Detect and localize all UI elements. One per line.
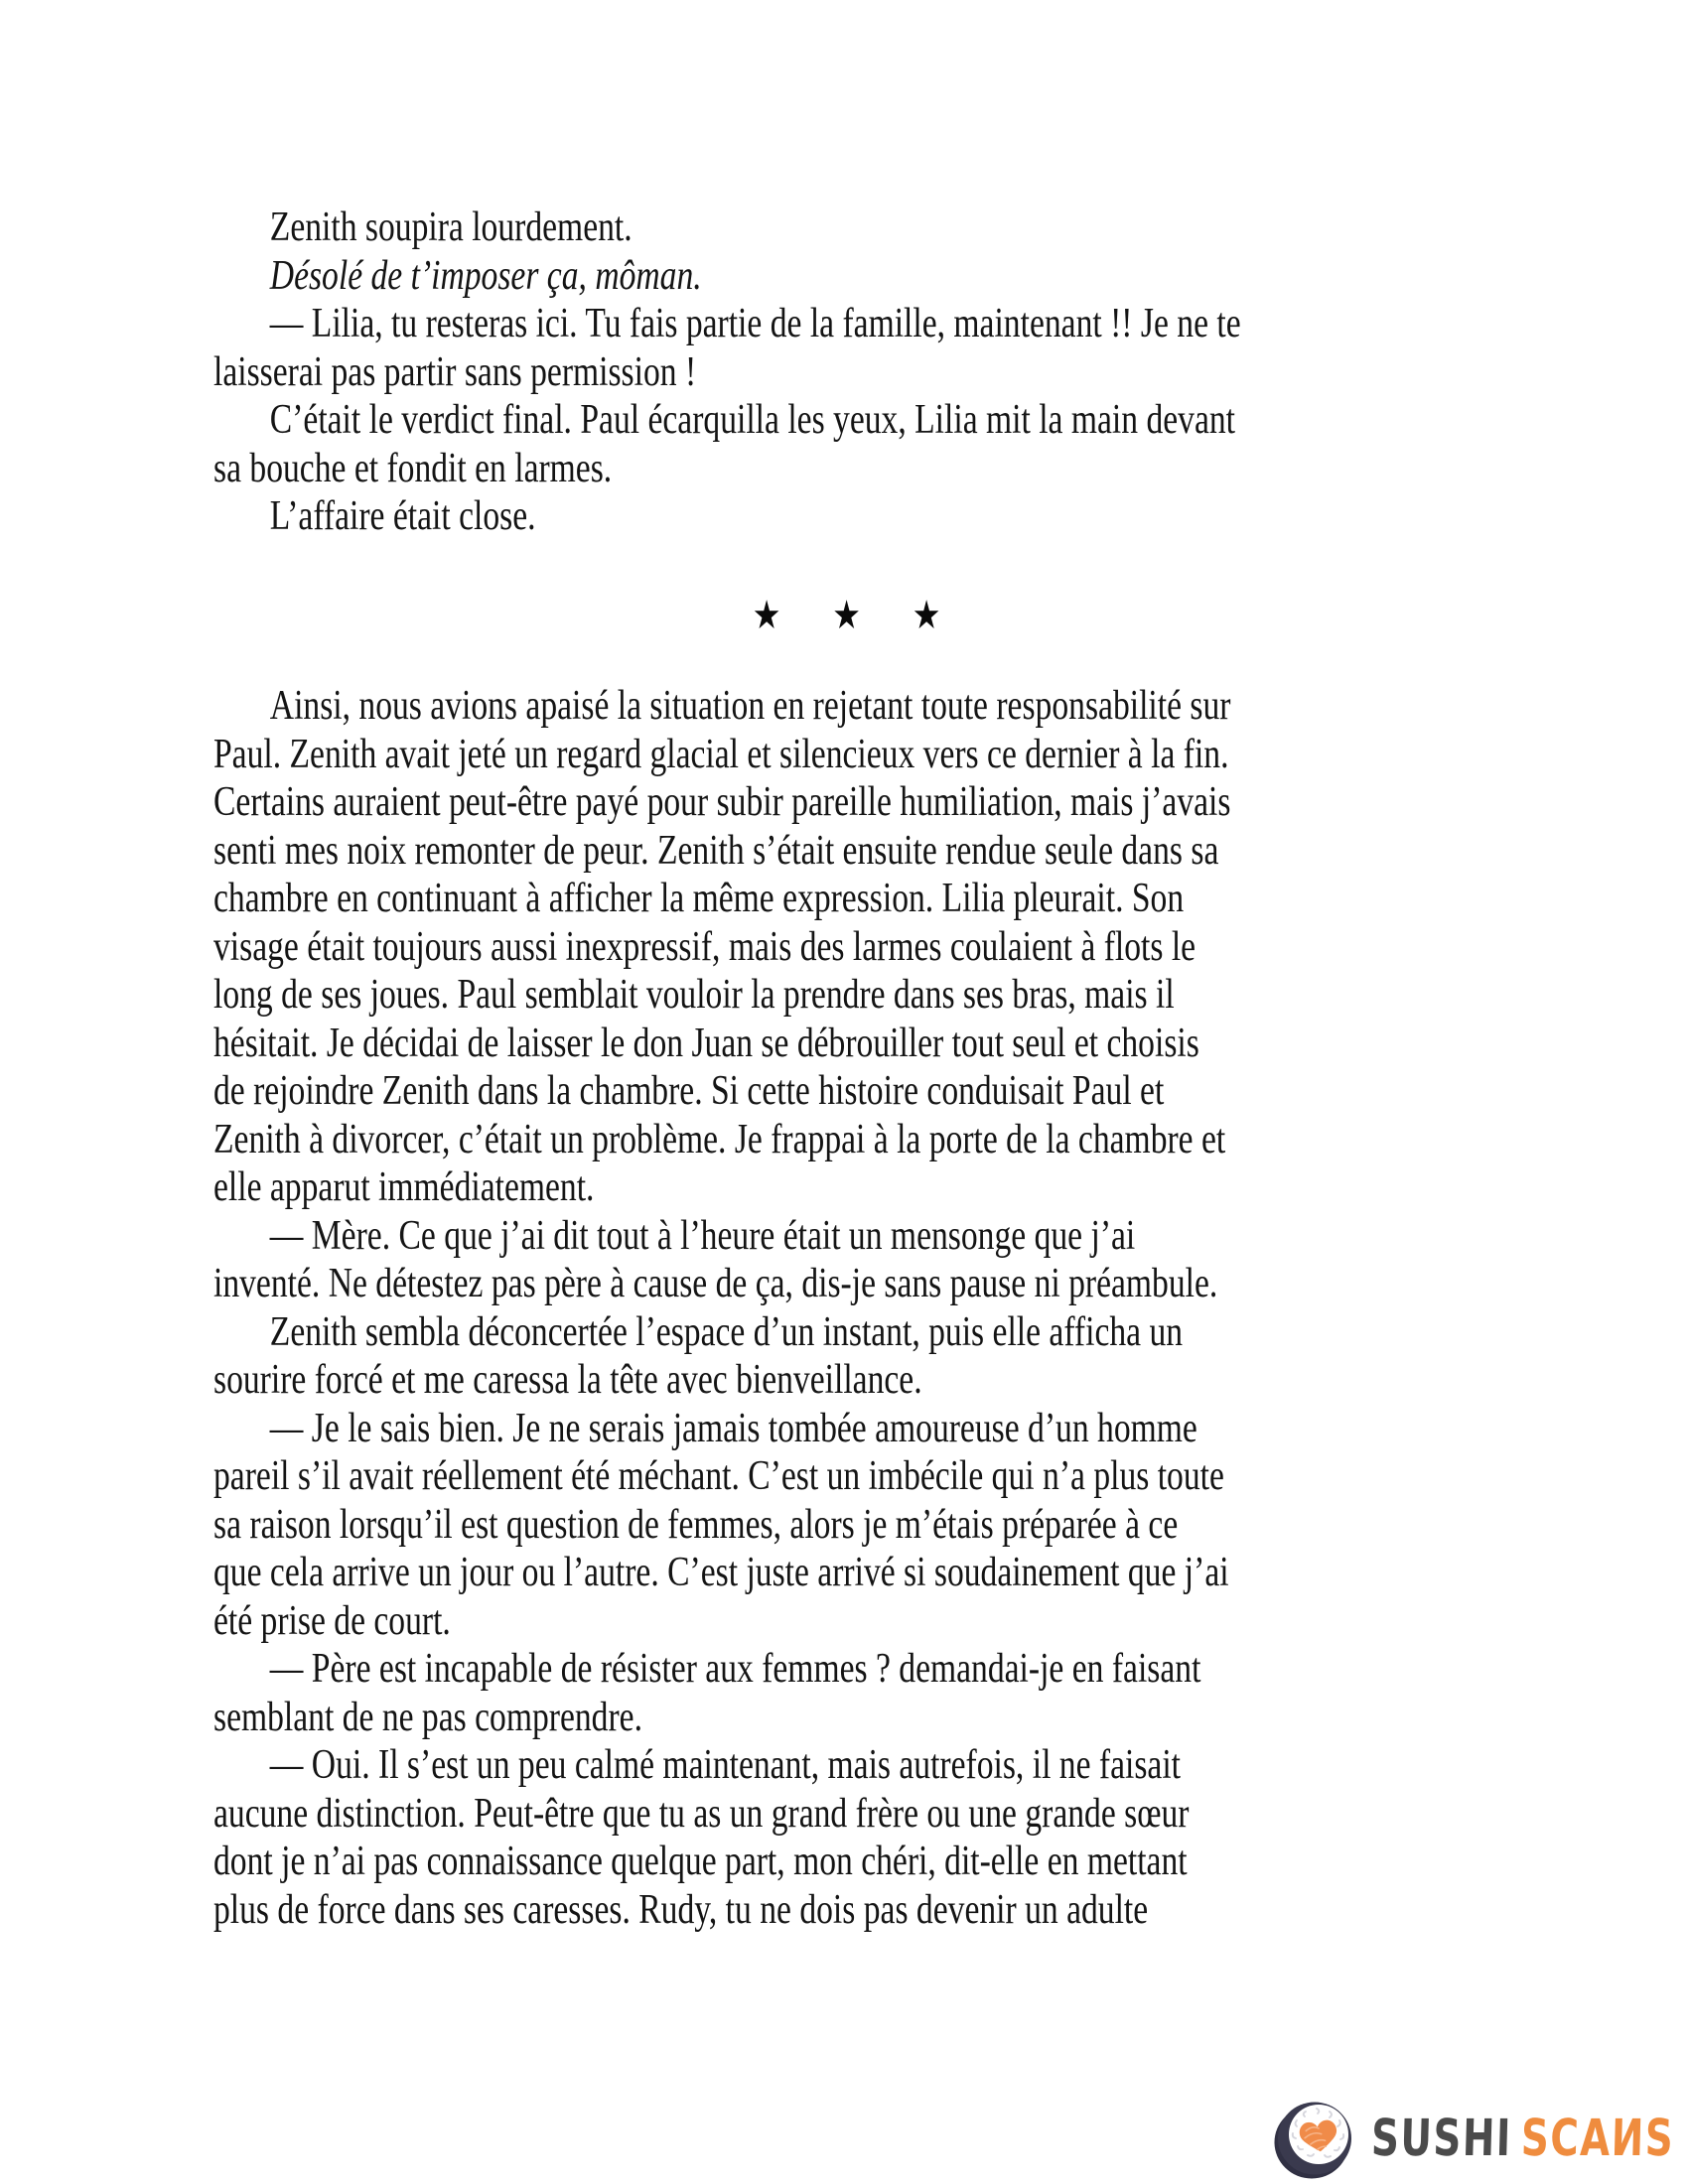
text-line: hésitait. Je décidai de laisser le don Juan se débrouiller tout seul et choisis: [213, 1020, 1199, 1066]
logo-text-sushi: SUSHI: [1370, 2110, 1513, 2168]
paragraph: [213, 1645, 1479, 1741]
sushi-roll-icon: [1274, 2099, 1355, 2180]
paragraph: [213, 204, 1479, 252]
text-line: laisserai pas partir sans permission !: [213, 348, 697, 395]
text-line: — Mère. Ce que j’ai dit tout à l’heure était un mensonge que j’ai: [269, 1212, 1136, 1259]
paragraph: [213, 1741, 1479, 1934]
text-line: plus de force dans ses caresses. Rudy, tu ne dois pas devenir un adulte: [213, 1886, 1149, 1933]
text-line: Désolé de t’imposer ça, môman.: [269, 252, 702, 299]
text-line: Zenith à divorcer, c’était un problème. Je frappai à la porte de la chambre et: [213, 1116, 1226, 1162]
paragraph: [213, 1405, 1479, 1646]
text-line: elle apparut immédiatement.: [213, 1164, 595, 1210]
text-line: Paul. Zenith avait jeté un regard glacial et silencieux vers ce dernier à la fin.: [213, 731, 1229, 777]
text-line: sa bouche et fondit en larmes.: [213, 445, 613, 491]
text-line: Zenith soupira lourdement.: [269, 205, 633, 250]
logo-wordmark: [1370, 2100, 1675, 2179]
text-line: dont je n’ai pas connaissance quelque part, mon chéri, dit-elle en mettant: [213, 1839, 1188, 1884]
text-line: inventé. Ne détestez pas père à cause de ça, dis-je sans pause ni préambule.: [213, 1261, 1218, 1306]
text-line: Zenith sembla déconcertée l’espace d’un instant, puis elle afficha un: [269, 1308, 1184, 1355]
sushiscans-logo: [1274, 2099, 1688, 2180]
text-line: visage était toujours aussi inexpressif, mais des larmes coulaient à flots le: [213, 923, 1196, 970]
logo-text-scans: SCAИS: [1520, 2110, 1676, 2168]
text-line: sa raison lorsqu’il est question de femmes, alors je m’étais préparée à ce: [213, 1501, 1179, 1548]
text-line: été prise de court.: [213, 1597, 451, 1644]
text-line: — Je le sais bien. Je ne serais jamais tombée amoureuse d’un homme: [269, 1405, 1197, 1451]
text-line: aucune distinction. Peut-être que tu as un grand frère ou une grande sœur: [213, 1790, 1190, 1837]
text-line: semblant de ne pas comprendre.: [213, 1694, 642, 1740]
text-line: que cela arrive un jour ou l’autre. C’est juste arrivé si soudainement que j’ai: [213, 1550, 1229, 1595]
text-line: long de ses joues. Paul semblait vouloir la prendre dans ses bras, mais il: [213, 972, 1175, 1018]
paragraph: [213, 682, 1479, 1212]
text-line: Certains auraient peut-être payé pour subir pareille humiliation, mais j’avais: [213, 779, 1231, 825]
text-line: sourire forcé et me caressa la tête avec bienveillance.: [213, 1357, 922, 1403]
paragraph: [213, 396, 1479, 492]
scene-break-stars: ★ ★ ★: [752, 592, 962, 638]
text-line: — Père est incapable de résister aux femmes ? demandai-je en faisant: [269, 1646, 1201, 1692]
text-line: de rejoindre Zenith dans la chambre. Si cette histoire conduisait Paul et: [213, 1068, 1165, 1114]
paragraph: [213, 1212, 1479, 1308]
paragraph: [213, 300, 1479, 396]
text-line: Ainsi, nous avions apaisé la situation en rejetant toute responsabilité sur: [269, 683, 1231, 729]
paragraph: [213, 1308, 1479, 1405]
text-line: L’affaire était close.: [269, 493, 536, 539]
text-line: — Lilia, tu resteras ici. Tu fais partie de la famille, maintenant !! Je ne te: [269, 301, 1241, 346]
paragraph: [213, 492, 1479, 541]
text-line: senti mes noix remonter de peur. Zenith s’était ensuite rendue seule dans sa: [213, 827, 1219, 874]
body-text: [213, 204, 1479, 1934]
text-line: chambre en continuant à afficher la même expression. Lilia pleurait. Son: [213, 876, 1185, 921]
paragraph: [213, 252, 1479, 301]
text-line: pareil s’il avait réellement été méchant. C’est un imbécile qui n’a plus toute: [213, 1453, 1224, 1499]
text-line: — Oui. Il s’est un peu calmé maintenant, mais autrefois, il ne faisait: [269, 1742, 1182, 1788]
text-line: C’était le verdict final. Paul écarquilla les yeux, Lilia mit la main devant: [269, 397, 1236, 443]
